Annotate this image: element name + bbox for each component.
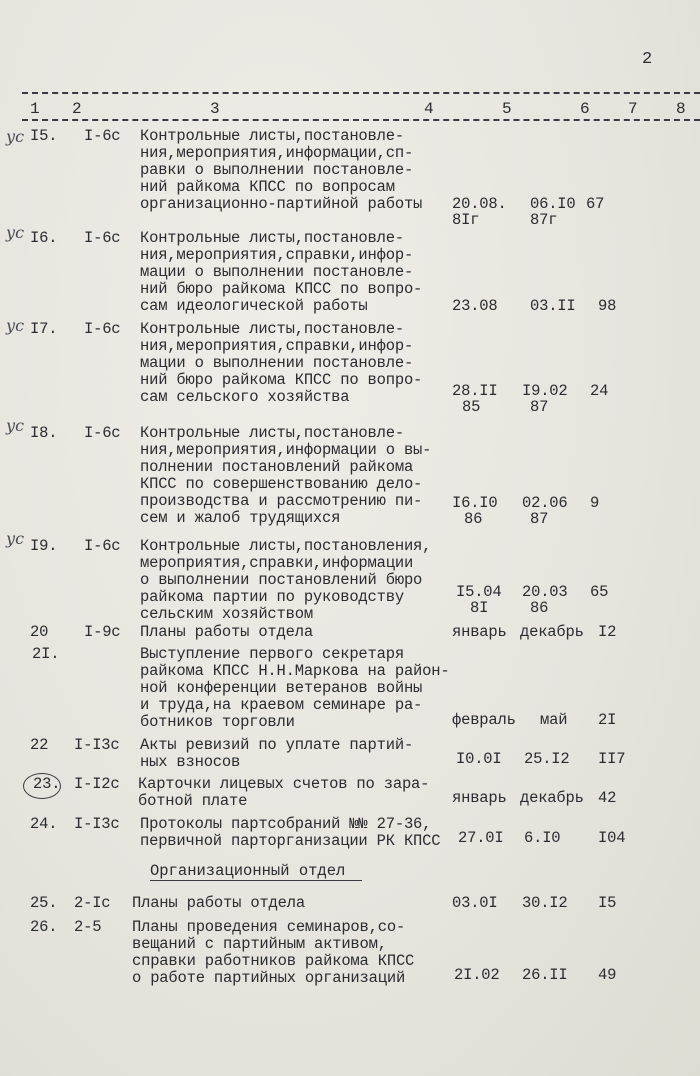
row-number: 22 [30,736,49,754]
sheet-count: 24 [590,382,609,400]
end-date: 20.03 [522,583,568,601]
title-line: Контрольные листы,постановле- [140,127,404,145]
row-number: 2I. [32,645,60,663]
title-line: Карточки лицевых счетов по зара- [138,775,430,793]
title-line: и труда,на краевом семинаре ра- [140,696,423,714]
section-heading: Организационный отдел [150,862,346,880]
sheet-count: 65 [590,583,609,601]
row-number: I9. [30,537,58,555]
row-title [140,538,450,623]
column-number: 8 [676,100,686,118]
row-title [140,321,450,406]
title-line: ний райкома КПСС по вопросам [140,178,395,196]
row-title [132,919,442,987]
start-year: 85 [462,398,481,416]
row-title [140,624,450,641]
row-number: I7. [30,320,58,338]
column-header-underline [22,119,700,121]
start-date: I0.0I [456,750,502,768]
row-number: 20 [30,623,49,641]
title-line: ний бюро райкома КПСС по вопро- [140,280,423,298]
sheet-count: 9 [590,494,600,512]
title-line: ботников торговли [140,713,295,731]
title-line: производства и рассмотрению пи- [140,492,423,510]
title-line: ной конференции ветеранов войны [140,679,423,697]
column-number: 5 [502,100,512,118]
title-line: ния,мероприятия,информации,сп- [140,144,414,162]
start-date: I5.04 [456,583,502,601]
end-date: 25.I2 [524,750,570,768]
end-year: 87 [530,398,549,416]
start-date: 27.0I [458,829,504,847]
title-line: Акты ревизий по уплате партий- [140,736,414,754]
sheet-count: I5 [598,894,617,912]
title-line: вещаний с партийным активом, [132,935,387,953]
row-index: I-9с [84,623,121,641]
row-title [140,646,450,731]
row-number: 25. [30,894,58,912]
end-year: 87 [530,510,549,528]
row-index: I-6с [84,127,121,145]
start-date: 20.08. [452,195,507,213]
end-date: 02.06 [522,494,568,512]
row-title [140,737,450,771]
end-date: 6.I0 [524,829,561,847]
sheet-count: 42 [598,789,617,807]
row-number: I8. [30,424,58,442]
start-date: I6.I0 [452,494,498,512]
title-line: ботной плате [138,792,248,810]
title-line: ния,мероприятия,информации о вы- [140,441,432,459]
end-date: декабрь [520,789,584,807]
end-year: 87г [530,211,558,229]
handwritten-mark: ус [6,416,24,435]
title-line: райкома партии по руководству [140,588,404,606]
title-line: Контрольные листы,постановле- [140,229,404,247]
title-line: мероприятия,справки,информации [140,554,414,572]
row-index: I-I3с [74,736,120,754]
row-title [140,230,450,315]
sheet-count: 67 [586,195,605,213]
sheet-count: II7 [598,750,626,768]
title-line: КПСС по совершенствованию дело- [140,475,423,493]
end-date: I9.02 [522,382,568,400]
title-line: Планы проведения семинаров,со- [132,918,406,936]
end-date: май [540,711,568,729]
row-index: I-6с [84,229,121,247]
start-date: февраль [452,711,516,729]
title-line: организационно-партийной работы [140,195,423,213]
title-line: мации о выполнении постановле- [140,354,414,372]
row-index: 2-5 [74,918,102,936]
row-number: I5. [30,127,58,145]
column-number: 7 [628,100,638,118]
row-index: I-6с [84,537,121,555]
row-title [138,776,448,810]
title-line: полнении постановлений райкома [140,458,414,476]
title-line: первичной парторганизации РК КПСС [140,832,441,850]
handwritten-mark: ус [6,529,24,548]
title-line: сам сельского хозяйства [140,388,350,406]
title-line: Контрольные листы,постановле- [140,424,404,442]
row-title [140,425,450,527]
end-year: 86 [530,599,549,617]
title-line: о работе партийных организаций [132,969,406,987]
title-line: Планы работы отдела [140,623,313,641]
row-title [140,816,450,850]
title-line: сам идеологической работы [140,297,368,315]
title-line: Выступление первого секретаря [140,645,404,663]
title-line: райкома КПСС Н.Н.Маркова на район- [140,662,450,680]
sheet-count: 2I [598,711,617,729]
start-date: январь [452,789,507,807]
title-line: о выполнении постановлений бюро [140,571,423,589]
row-index: I-I3с [74,815,120,833]
end-date: декабрь [520,623,584,641]
end-date: 30.I2 [522,894,568,912]
title-line: справки работников райкома КПСС [132,952,415,970]
column-number: 6 [580,100,590,118]
column-number: 2 [72,100,82,118]
column-number: 1 [30,100,40,118]
start-date: 23.08 [452,297,498,315]
header-divider [22,92,700,94]
row-index: I-6с [84,320,121,338]
sheet-count: 49 [598,966,617,984]
end-date: 06.I0 [530,195,576,213]
title-line: ния,мероприятия,справки,инфор- [140,246,414,264]
row-index: 2-Iс [74,894,111,912]
handwritten-mark: ус [6,127,24,146]
start-year: 86 [464,510,483,528]
row-number: 26. [30,918,58,936]
section-underline [150,880,362,881]
title-line: сем и жалоб трудящихся [140,509,341,527]
end-date: 26.II [522,966,568,984]
title-line: мации о выполнении постановле- [140,263,414,281]
column-number: 4 [424,100,434,118]
page-number: 2 [642,50,653,69]
row-number: 23. [33,775,61,793]
title-line: Контрольные листы,постановления, [140,537,432,555]
title-line: ний бюро райкома КПСС по вопро- [140,371,423,389]
title-line: равки о выполнении постановле- [140,161,414,179]
sheet-count: I04 [598,829,626,847]
row-index: I-6с [84,424,121,442]
sheet-count: I2 [598,623,617,641]
start-date: 28.II [452,382,498,400]
start-date: январь [452,623,507,641]
title-line: Контрольные листы,постановле- [140,320,404,338]
column-number: 3 [210,100,220,118]
row-title [140,128,450,213]
title-line: Протоколы партсобраний №№ 27-36, [140,815,432,833]
title-line: ния,мероприятия,справки,инфор- [140,337,414,355]
title-line: сельским хозяйством [140,605,313,623]
title-line: ных взносов [140,753,241,771]
start-date: 2I.02 [454,966,500,984]
row-index: I-I2с [74,775,120,793]
handwritten-mark: ус [6,316,24,335]
sheet-count: 98 [598,297,617,315]
start-year: 8Iг [452,211,480,229]
row-number: I6. [30,229,58,247]
title-line: Планы работы отдела [132,894,305,912]
start-year: 8I [470,599,489,617]
row-number: 24. [30,815,58,833]
end-date: 03.II [530,297,576,315]
row-title [132,895,442,912]
start-date: 03.0I [452,894,498,912]
handwritten-mark: ус [6,223,24,242]
